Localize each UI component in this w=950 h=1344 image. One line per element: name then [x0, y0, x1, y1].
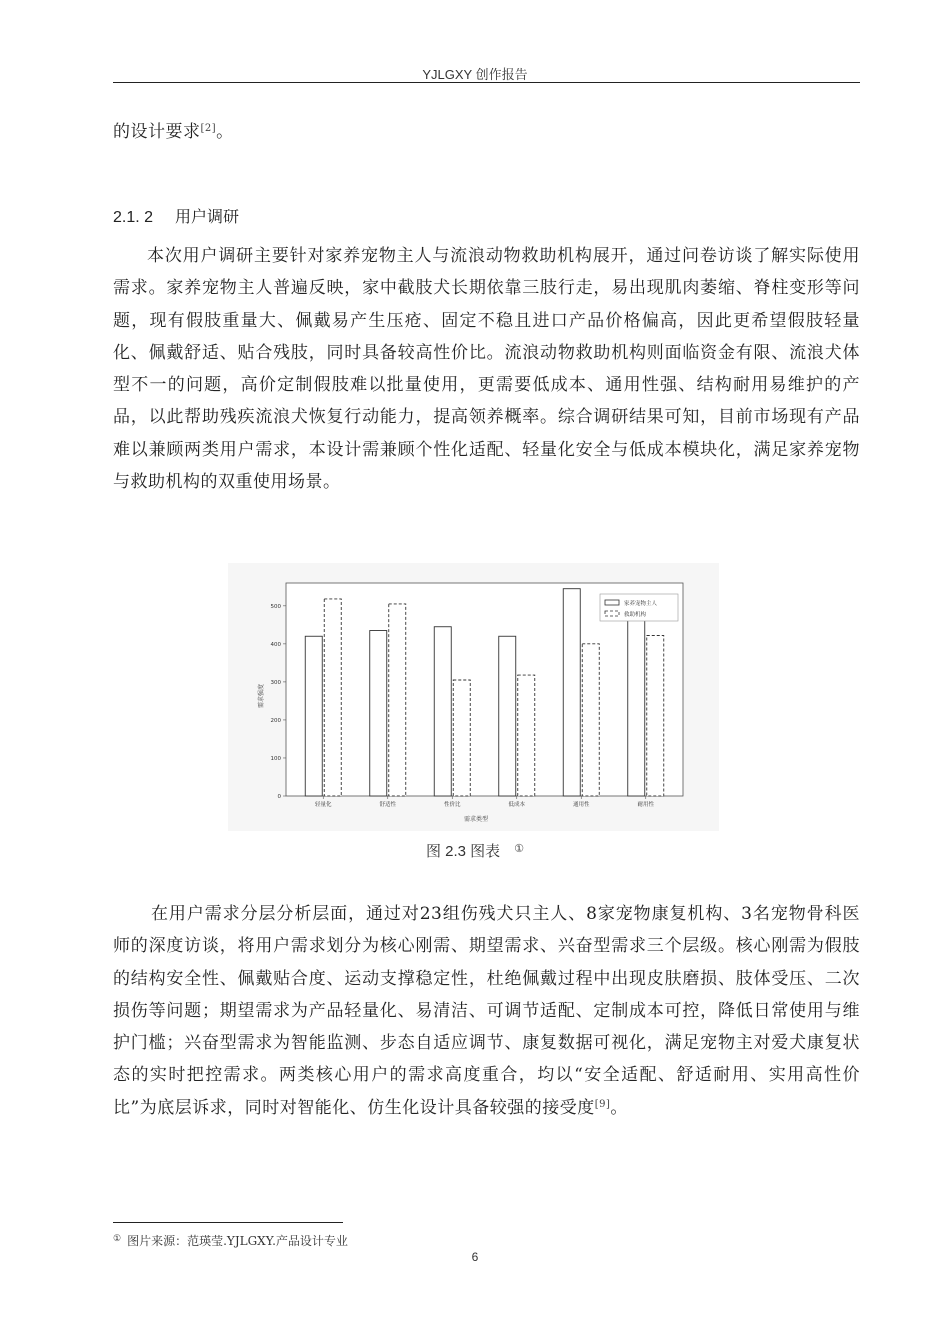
- bar-chart: [228, 563, 719, 831]
- citation-2[interactable]: [2]: [200, 123, 217, 134]
- x-tick-label-3: 低成本: [508, 802, 526, 808]
- y-tick-label-4: 400: [270, 641, 281, 648]
- x-axis-label: 需求类型: [463, 816, 489, 823]
- figure-caption: [0, 840, 950, 861]
- y-tick-label-5: 500: [270, 603, 281, 610]
- bar-owner-2: [434, 627, 451, 796]
- y-tick-label-1: 100: [270, 755, 281, 762]
- bar-rescue-5: [647, 635, 664, 796]
- legend-swatch-1: [605, 611, 619, 616]
- bar-owner-3: [499, 636, 516, 796]
- bar-rescue-2: [453, 680, 470, 796]
- footnote-rule: [113, 1222, 343, 1223]
- continuation-tail: 。: [216, 122, 234, 142]
- body-paragraph-1: 本次用户调研主要针对家养宠物主人与流浪动物救助机构展开，通过问卷访谈了解实际使用需求。家养宠物主人普遍反映，家中截肢犬长期依靠三肢行走，易出现肌肉萎缩、脊柱变形等问题，现有假肢重量大、佩戴易产生压疮、固定不稳且进口产品价格偏高，因此更希望假肢轻量化、佩戴舒适、贴合残肢，同时具备较高性价比。流浪动物救助机构则面临资金有限、流浪犬体型不一的问题，高价定制假肢难以批量使用，更需要低成本、通用性强、结构耐用易维护的产品，以此帮助残疾流浪犬恢复行动能力，提高领养概率。综合调研结果可知，目前市场现有产品难以兼顾两类用户需求，本设计需兼顾个性化适配、轻量化安全与低成本模块化，满足家养宠物与救助机构的双重使用场景。: [113, 246, 860, 493]
- y-tick-label-2: 200: [270, 717, 281, 724]
- bar-rescue-0: [324, 599, 341, 796]
- x-tick-label-1: 舒适性: [379, 802, 397, 808]
- citation-9[interactable]: [9]: [594, 1098, 611, 1110]
- figure-chart: [228, 563, 719, 831]
- footnote: [113, 1232, 348, 1249]
- x-tick-label-2: 性价比: [443, 802, 461, 808]
- figure-note-mark[interactable]: ①: [514, 843, 525, 855]
- x-tick-label-5: 耐用性: [637, 802, 655, 808]
- bar-rescue-1: [389, 604, 406, 796]
- legend-label-1: 救助机构: [624, 612, 647, 618]
- bar-owner-4: [563, 589, 580, 796]
- bar-rescue-4: [582, 644, 599, 796]
- bar-owner-0: [305, 636, 322, 796]
- footnote-text: 图片来源：范瑛莹.YJLGXY.产品设计专业: [127, 1234, 348, 1248]
- header-rule: [113, 82, 860, 83]
- section-title: 用户调研: [175, 209, 240, 226]
- page-number: 6: [471, 1250, 479, 1264]
- x-tick-label-0: 轻量化: [314, 802, 332, 808]
- paragraph-2-text: 在用户需求分层分析层面，通过对23组伤残犬只主人、8家宠物康复机构、3名宠物骨科医师的深度访谈，将用户需求划分为核心刚需、期望需求、兴奋型需求三个层级。核心刚需为假肢的结构安全性、佩戴贴合度、运动支撑稳定性，杜绝佩戴过程中出现皮肤磨损、肢体受压、二次损伤等问题；期望需求为产品轻量化、易清洁、可调节适配、定制成本可控，降低日常使用与维护门槛；兴奋型需求为智能监测、步态自适应调节、康复数据可视化，满足宠物主对爱犬康复状态的实时把控需求。两类核心用户的需求高度重合，均以“安全适配、舒适耐用、实用高性价比”为底层诉求，同时对智能化、仿生化设计具备较强的接受度: [113, 904, 860, 1118]
- figure-caption-text: 图 2.3 图表: [425, 843, 501, 860]
- y-tick-label-0: 0: [277, 794, 281, 800]
- bar-owner-1: [370, 631, 387, 796]
- paragraph-2-tail: 。: [610, 1097, 628, 1118]
- legend-label-0: 家养宠物主人: [624, 601, 658, 607]
- section-heading: [113, 204, 239, 227]
- y-axis-label: 需求强度: [258, 683, 265, 709]
- body-paragraph-2: [113, 898, 860, 1124]
- continuation-text: 的设计要求: [113, 122, 201, 142]
- legend-swatch-0: [605, 600, 619, 605]
- y-tick-label-3: 300: [270, 679, 281, 686]
- bar-owner-5: [628, 618, 645, 796]
- x-tick-label-4: 通用性: [572, 802, 590, 808]
- running-header: YJLGXY 创作报告: [422, 67, 528, 82]
- bar-rescue-3: [518, 675, 535, 796]
- continuation-paragraph: [113, 116, 860, 148]
- section-number: 2.1. 2: [113, 209, 154, 226]
- footnote-mark: ①: [113, 1234, 122, 1244]
